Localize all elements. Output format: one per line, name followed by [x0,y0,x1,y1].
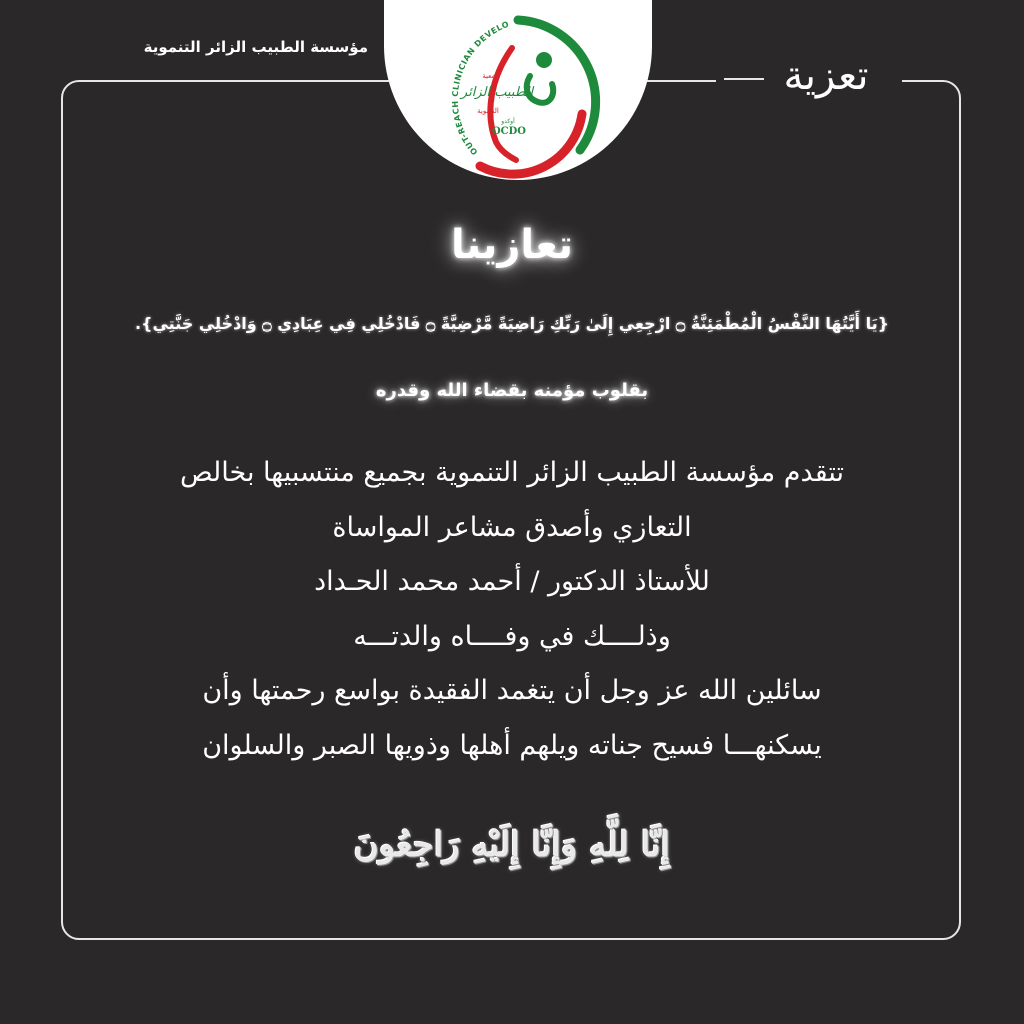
org-name: مؤسسة الطبيب الزائر التنموية [143,38,368,56]
subtitle: بقلوب مؤمنه بقضاء الله وقدره [375,380,649,401]
calligraphy-inna-lillah: إِنَّا لِلَّهِ وَإِنَّا إِلَيْهِ رَاجِعُونَ [353,825,671,865]
message-line: وذلــــك في وفــــاه والدتـــه [353,620,671,652]
logo-arabic-tag: التنموية [477,107,499,115]
logo-arabic-small: جمعية [482,72,500,80]
quran-verse: {يَا أَيَّتُهَا النَّفْسُ الْمُطْمَئِنَّةُ ۝ ارْجِعِي إِلَىٰ رَبِّكِ رَاضِيَةً مَّرْضِيَّةً ۝ فَادْخُلِي فِي عِبَادِي ۝ وَادْخُلِي جَنَّتِي}. [135,314,889,333]
logo-abbreviation: OCDO [491,126,527,137]
logo [384,0,652,180]
condolence-label: تعزية [783,53,869,99]
page-title: تعازينا [450,222,573,268]
message-line: للأستاذ الدكتور / أحمد محمد الحـداد [314,566,710,597]
logo-english-name: OUT-REACH CLINICIAN DEVELO [450,19,511,157]
message-line: التعازي وأصدق مشاعر المواساة [332,511,692,543]
logo-figure-head [536,52,552,68]
message-line: سائلين الله عز وجل أن يتغمد الفقيدة بواسع رحمتها وأن [202,675,822,706]
label-divider [724,78,764,80]
logo-arabic-code: أوكدو [501,118,515,125]
message-line: تتقدم مؤسسة الطبيب الزائر التنموية بجميع منتسبيها بخالص [179,457,845,488]
condolence-message [90,446,934,773]
logo-arabic-name: الطبيب الزائر [460,85,534,100]
logo-red-figure [490,48,516,160]
message-line: يسكنهـــا فسيح جناته ويلهم أهلها وذويها الصبر والسلوان [202,729,822,761]
